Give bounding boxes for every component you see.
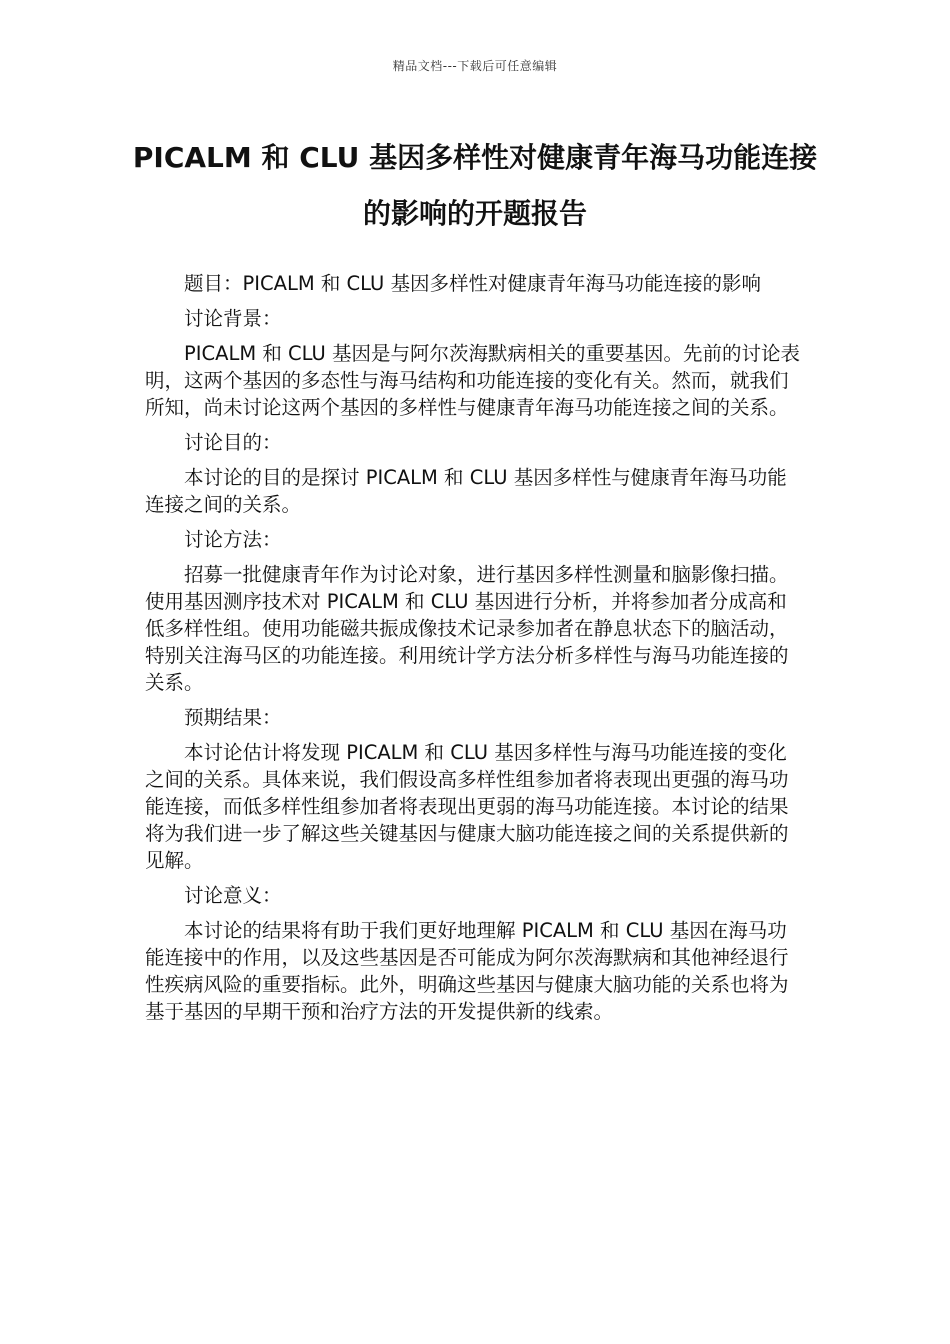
header-note: 精品文档---下载后可任意编辑 (392, 59, 558, 73)
section-heading-significance: 讨论意义： (184, 884, 282, 907)
section-body-purpose: 本讨论的目的是探讨 PICALM 和 CLU 基因多样性与健康青年海马功能连接之间的关系。 (145, 466, 787, 516)
topic-line: 题目：PICALM 和 CLU 基因多样性对健康青年海马功能连接的影响 (184, 272, 762, 295)
section-body-significance: 本讨论的结果将有助于我们更好地理解 PICALM 和 CLU 基因在海马功能连接中的作用，以及这些基因是否可能成为阿尔茨海默病和其他神经退行性疾病风险的重要指标。此外，明确这些基因与健康大脑功能的关系也将为基于基因的早期干预和治疗方法的开发提供新的线索。 (145, 919, 789, 1023)
section-heading-background: 讨论背景： (184, 307, 282, 330)
section-heading-methods: 讨论方法： (184, 528, 282, 551)
section-body-expected-results: 本讨论估计将发现 PICALM 和 CLU 基因多样性与海马功能连接的变化之间的关系。具体来说，我们假设高多样性组参加者将表现出更强的海马功能连接，而低多样性组参加者将表现出更弱的海马功能连接。本讨论的结果将为我们进一步了解这些关键基因与健康大脑功能连接之间的关系提供新的见解。 (145, 741, 789, 872)
section-body-background: PICALM 和 CLU 基因是与阿尔茨海默病相关的重要基因。先前的讨论表明，这两个基因的多态性与海马结构和功能连接的变化有关。然而，就我们所知，尚未讨论这两个基因的多样性与健康青年海马功能连接之间的关系。 (145, 342, 801, 419)
document-title: PICALM 和 CLU 基因多样性对健康青年海马功能连接的影响的开题报告 (132, 141, 818, 230)
section-heading-expected-results: 预期结果： (184, 706, 282, 729)
section-heading-purpose: 讨论目的： (184, 431, 282, 454)
document-body (145, 270, 805, 1033)
section-body-methods: 招募一批健康青年作为讨论对象，进行基因多样性测量和脑影像扫描。使用基因测序技术对 PICALM 和 CLU 基因进行分析，并将参加者分成高和低多样性组。使用功能磁共振成像技术记录参加者在静息状态下的脑活动，特别关注海马区的功能连接。利用统计学方法分析多样性与海马功能连接的关系。 (145, 563, 789, 694)
